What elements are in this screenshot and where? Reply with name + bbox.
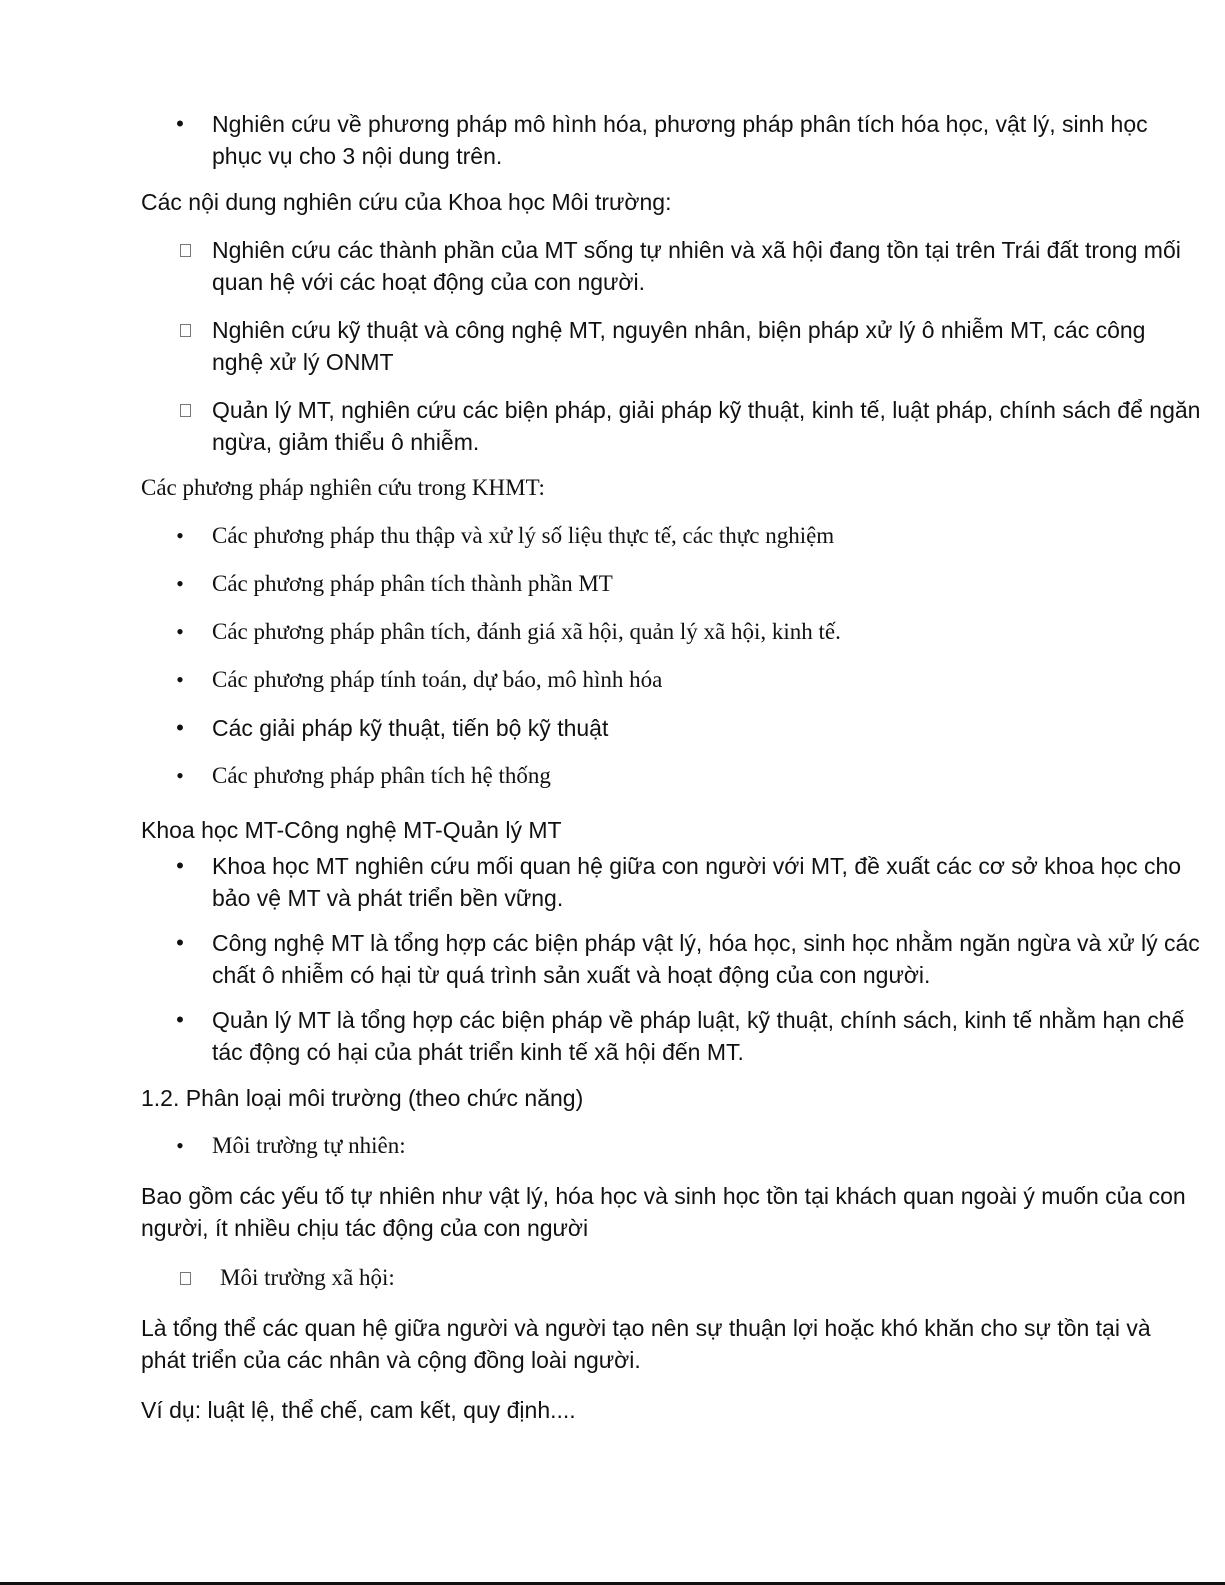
list-item: [141, 234, 1201, 298]
list-item: [141, 927, 1201, 991]
bullet-icon: •: [176, 111, 184, 136]
bullet-icon: •: [176, 667, 184, 692]
list-item-text: Quản lý MT là tổng hợp các biện pháp về pháp luật, kỹ thuật, chính sách, kinh tế nhằm hạn chế tác động có hại của phát triển kinh tế xã hội đến MT.: [212, 1007, 1185, 1065]
checkbox-bullet-icon: [180, 324, 191, 337]
methods-list: [141, 520, 1201, 792]
bullet-icon: •: [176, 853, 184, 878]
list-item: [141, 568, 1201, 600]
bullet-icon: •: [176, 715, 184, 740]
list-item-text: Các phương pháp phân tích hệ thống: [212, 763, 551, 788]
social-env-label: Môi trường xã hội:: [220, 1265, 395, 1290]
list-item-text: Nghiên cứu kỹ thuật và công nghệ MT, nguyên nhân, biện pháp xử lý ô nhiễm MT, các công nghệ xử lý ONMT: [212, 317, 1146, 375]
list-item-text: Các phương pháp phân tích, đánh giá xã hội, quản lý xã hội, kinh tế.: [212, 619, 841, 644]
list-item: [141, 1004, 1201, 1068]
social-env-paragraph: Là tổng thể các quan hệ giữa người và người tạo nên sự thuận lợi hoặc khó khăn cho sự tồn tại và phát triển của các nhân và cộng đồng loài người.: [141, 1315, 1151, 1373]
methods-heading: Các phương pháp nghiên cứu trong KHMT:: [141, 475, 545, 500]
list-item: [141, 1262, 1201, 1294]
natural-env-label: Môi trường tự nhiên:: [212, 1133, 406, 1158]
checkbox-bullet-icon: [180, 244, 191, 257]
list-item: [141, 1130, 1201, 1162]
bullet-icon: •: [176, 619, 184, 644]
checkbox-bullet-icon: [180, 404, 191, 417]
list-item-text: Quản lý MT, nghiên cứu các biện pháp, giải pháp kỹ thuật, kinh tế, luật pháp, chính sách để ngăn ngừa, giảm thiểu ô nhiễm.: [212, 397, 1201, 455]
list-item-text: Các phương pháp tính toán, dự báo, mô hình hóa: [212, 667, 663, 692]
bullet-icon: •: [176, 763, 184, 788]
bullet-icon: •: [176, 523, 184, 548]
natural-env-paragraph: Bao gồm các yếu tố tự nhiên như vật lý, hóa học và sinh học tồn tại khách quan ngoài ý muốn của con người, ít nhiều chịu tác động của con người: [141, 1183, 1186, 1241]
relation-heading: Khoa học MT-Công nghệ MT-Quản lý MT: [141, 817, 562, 843]
list-item: [141, 520, 1201, 552]
list-item-text: Các phương pháp phân tích thành phần MT: [212, 571, 613, 596]
intro-bullet-list: [141, 108, 1201, 172]
list-item-text: Khoa học MT nghiên cứu mối quan hệ giữa con người với MT, đề xuất các cơ sở khoa học cho bảo vệ MT và phát triển bền vững.: [212, 853, 1182, 911]
list-item: [141, 394, 1201, 458]
list-item: [141, 664, 1201, 696]
bullet-icon: •: [176, 571, 184, 596]
bullet-icon: •: [176, 1007, 184, 1032]
list-item: [141, 712, 1201, 744]
content-heading: Các nội dung nghiên cứu của Khoa học Môi trường:: [141, 189, 672, 215]
list-item: [141, 760, 1201, 792]
list-item-text: Các phương pháp thu thập và xử lý số liệu thực tế, các thực nghiệm: [212, 523, 835, 548]
list-item-text: Nghiên cứu về phương pháp mô hình hóa, phương pháp phân tích hóa học, vật lý, sinh học phục vụ cho 3 nội dung trên.: [212, 111, 1148, 169]
bullet-icon: •: [176, 1133, 184, 1158]
list-item-text: Nghiên cứu các thành phần của MT sống tự nhiên và xã hội đang tồn tại trên Trái đất trong mối quan hệ với các hoạt động của con người.: [212, 237, 1181, 295]
list-item: [141, 108, 1201, 172]
list-item-text: Công nghệ MT là tổng hợp các biện pháp vật lý, hóa học, sinh học nhằm ngăn ngừa và xử lý các chất ô nhiễm có hại từ quá trình sản xuất và hoạt động của con người.: [212, 930, 1200, 988]
social-env-list: [141, 1262, 1201, 1294]
bullet-icon: •: [176, 930, 184, 955]
natural-env-list: [141, 1130, 1201, 1162]
list-item: [141, 314, 1201, 378]
document-page: [141, 108, 1201, 1426]
example-paragraph: Ví dụ: luật lệ, thể chế, cam kết, quy định....: [141, 1397, 576, 1423]
checkbox-bullet-icon: [180, 1272, 191, 1285]
classification-heading: 1.2. Phân loại môi trường (theo chức năng): [141, 1085, 584, 1111]
list-item: [141, 850, 1201, 914]
list-item: [141, 616, 1201, 648]
content-list: [141, 234, 1201, 458]
relation-list: [141, 850, 1201, 1068]
list-item-text: Các giải pháp kỹ thuật, tiến bộ kỹ thuật: [212, 715, 609, 741]
